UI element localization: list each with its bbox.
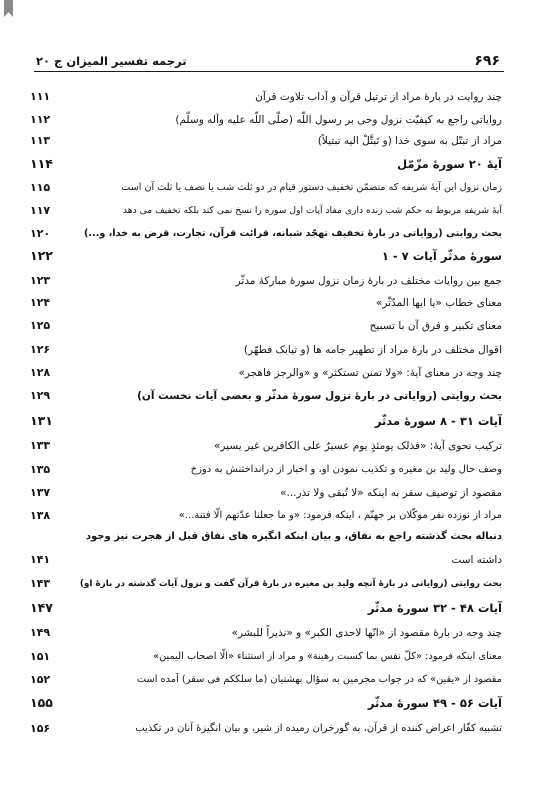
toc-entry-title: مراد از نوزده نفر موکّلان بر جهنّم ، اینکه فرمود: «و ما جعلنا عدّتهم الّا فتنة...» (178, 510, 502, 521)
toc-section-heading (30, 246, 502, 266)
toc-entry-title: معنای تکبیر و فرق آن با تسبیح (369, 320, 502, 332)
toc-entry-page: ۱۴۱ (30, 553, 51, 566)
toc-entry-title: ترکیب نحوی آیهٔ: «فذلک یومئذٍ یوم عسیرٌ علی الکافرین غیر یسیر» (213, 440, 502, 452)
toc-entry (30, 316, 502, 336)
toc-entry-title: وصف حال ولید بن مغیره و تکذیب نمودن او، و اخبار از درانداختنش به دوزخ (190, 464, 502, 475)
toc-entry-title: چند روایت در بارهٔ مراد از ترتیل قرآن و آداب تلاوت قرآن (255, 91, 502, 103)
toc-entry (30, 670, 502, 690)
toc-entry (30, 224, 502, 244)
toc-entry-title: چند وجه در معنای آیهٔ: «ولا تمنن تستکثر» و «والرجز فاهجر» (238, 367, 502, 379)
toc-section-heading (30, 411, 502, 431)
toc-entry-title: بحث روایتی (روایاتی در بارهٔ تخفیف تهجّد شبانه، قرائت قرآن، تجارت، قرض به خدا، و...) (84, 228, 502, 239)
toc-entry-page: ۱۲۳ (30, 274, 51, 287)
running-title: ترجمه تفسیر المیزان ج ۲۰ (36, 54, 187, 68)
toc-entry-page: ۱۲۲ (30, 248, 53, 263)
toc-heading-title: آیات ۵۶ - ۴۹ سورهٔ مدثّر (367, 696, 502, 710)
toc-entry-title: مقصود از «یقین» که در جواب مجرمین به سؤال بهشتیان (ما سلککم فی سقر) آمده است (136, 674, 502, 685)
toc-entry (30, 363, 502, 383)
toc-entry-title: مراد از تبتّل به سوی خدا (و تَبتَّلْ الیه تبتیلاً) (317, 135, 502, 147)
toc-entry-page: ۱۳۳ (30, 439, 51, 452)
toc-entry-page: ۱۳۷ (30, 486, 51, 499)
toc-entry-page: ۱۱۱ (30, 90, 51, 103)
toc-entry (30, 340, 502, 360)
toc-entry (30, 574, 502, 594)
toc-entry-page: ۱۱۴ (30, 156, 53, 171)
toc-entry (30, 527, 502, 547)
toc-entry-page: ۱۱۵ (30, 181, 51, 194)
toc-heading-title: آیات ۴۸ - ۳۲ سورهٔ مدثّر (367, 601, 502, 615)
toc-entry-page: ۱۲۹ (30, 389, 51, 402)
toc-entry (30, 178, 502, 198)
toc-entry-page: ۱۴۷ (30, 600, 53, 615)
toc-entry-page: ۱۲۵ (30, 319, 51, 332)
toc-entry-page: ۱۳۵ (30, 463, 51, 476)
toc-entry-page: ۱۲۸ (30, 366, 51, 379)
toc-entry-title: زمان نزول این آیهٔ شریفه که متضمّن تخفیف دستور قیام در دو ثلث شب یا نصف یا ثلث آن است (121, 182, 502, 193)
toc-entry-continuation (30, 550, 502, 570)
toc-entry-title: جمع بین روایات مختلف در بارهٔ زمان نزول سورهٔ مبارکهٔ مدثّر (235, 275, 502, 287)
toc-entry-page: ۱۳۱ (30, 413, 53, 428)
toc-entry (30, 719, 502, 739)
toc-entry-title: اقوال مختلف در بارهٔ مراد از تطهیر جامه ها (و ثیابک فطهّر) (243, 344, 502, 356)
toc-entry (30, 131, 502, 151)
toc-heading-title: آیهٔ ۲۰ سورهٔ مزّمّل (397, 157, 502, 171)
toc-entry (30, 87, 502, 107)
toc-entry (30, 483, 502, 503)
toc-entry-page: ۱۵۱ (30, 650, 51, 663)
toc-entry (30, 436, 502, 456)
toc-entry (30, 293, 502, 313)
page-number: ۶۹۶ (474, 53, 500, 69)
toc-entry-page: ۱۲۶ (30, 343, 51, 356)
toc-entry-page: ۱۲۰ (30, 227, 51, 240)
toc-entry (30, 386, 502, 406)
toc-entry-title: آیهٔ شریفه مربوط به حکم شب زنده داری مفاد آیات اول سوره را نسخ نمی کند بلکه تخفیف می دهد (122, 205, 502, 216)
toc-entry (30, 460, 502, 480)
toc-entry (30, 110, 502, 130)
toc-entry-page: ۱۱۳ (30, 134, 51, 147)
toc-section-heading (30, 598, 502, 618)
toc-entry-title: معنای خطاب «یا ایها المدّثّر» (375, 297, 502, 309)
toc-entry-page: ۱۵۵ (30, 695, 53, 710)
toc-heading-title: سورهٔ مدثّر آیات ۷ - ۱ (381, 249, 502, 263)
toc-entry-page: ۱۱۷ (30, 204, 51, 217)
toc-entry (30, 623, 502, 643)
toc-section-heading (30, 693, 502, 713)
toc-entry-title: تشبیه کفّار اعراض کننده از قرآن، به گورخران رمیده از شیر، و بیان انگیزهٔ آنان در تکذیب (135, 723, 502, 734)
toc-heading-title: آیات ۳۱ - ۸ سورهٔ مدثّر (374, 414, 502, 428)
toc-entry-title: داشته است (451, 554, 502, 566)
toc-entry-title: بحث روایتی (روایاتی در بارهٔ آنچه ولید بن مغیره در بارهٔ قرآن گفت و نزول آیات گذشته در بارهٔ او) (79, 579, 502, 589)
toc-entry-title: روایاتی راجع به کیفیّت نزول وحی بر رسول اللّه (صلّی اللّه علیه وآله وسلّم) (175, 114, 502, 126)
toc-entry (30, 271, 502, 291)
toc-entry-page: ۱۴۹ (30, 626, 51, 639)
toc-entry-page: ۱۴۳ (30, 577, 51, 590)
toc-entry-title: چند وجه در بارهٔ مقصود از «انّها لاحدی الکبر» و «نذیراً للبشر» (231, 627, 502, 639)
toc-entry-title: بحث روایتی (روایاتی در بارهٔ نزول سورهٔ مدثّر و بعضی آیات نخست آن) (137, 390, 502, 402)
toc-entry-title: معنای اینکه فرمود: «کلّ نفس بما کسبت رهینة» و مراد از استثناء «الّا اصحاب الیمین» (153, 651, 502, 662)
toc-entry (30, 506, 502, 526)
toc-entry-page: ۱۵۶ (30, 722, 51, 735)
toc-entry-title: دنباله بحث گذشته راجع به نفاق، و بیان اینکه انگیزه های نفاق قبل از هجرت نیز وجود (85, 531, 502, 542)
toc-entry-page: ۱۵۲ (30, 673, 51, 686)
toc-entry-page: ۱۲۴ (30, 296, 51, 309)
toc-entry (30, 201, 502, 221)
toc-section-heading (30, 154, 502, 174)
toc-entry-page: ۱۱۲ (30, 113, 51, 126)
toc-entry-title: مقصود از توصیف سقر به اینکه «لا تُبقی ولا تذر...» (280, 487, 502, 499)
toc-entry-page: ۱۳۸ (30, 509, 51, 522)
toc-entry (30, 647, 502, 667)
